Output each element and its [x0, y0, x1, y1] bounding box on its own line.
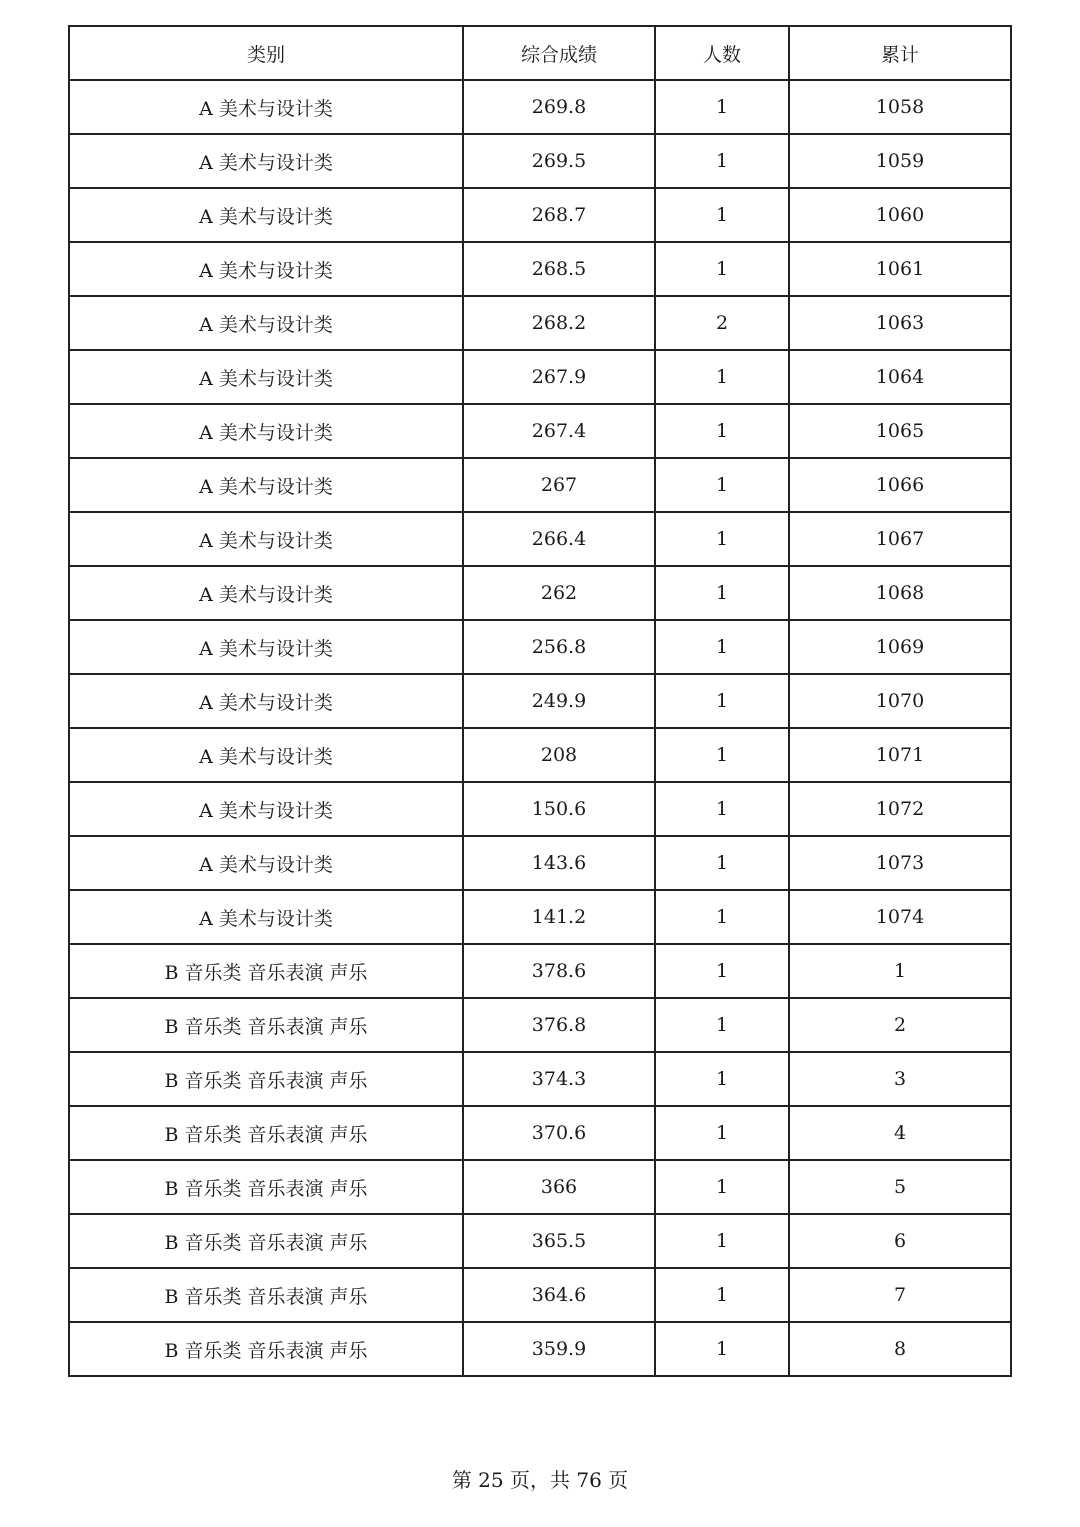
- cell-score: 268.5: [463, 242, 655, 296]
- cell-category: A 美术与设计类: [69, 890, 463, 944]
- cell-score: 365.5: [463, 1214, 655, 1268]
- cell-score: 256.8: [463, 620, 655, 674]
- cell-cumulative: 2: [789, 998, 1011, 1052]
- cell-cumulative: 7: [789, 1268, 1011, 1322]
- table-row: [69, 134, 1011, 188]
- cell-cumulative: 1068: [789, 566, 1011, 620]
- cell-cumulative: 1073: [789, 836, 1011, 890]
- cell-score: 370.6: [463, 1106, 655, 1160]
- cell-cumulative: 1: [789, 944, 1011, 998]
- table-row: [69, 404, 1011, 458]
- table-row: [69, 1322, 1011, 1376]
- header-score: 综合成绩: [463, 26, 655, 80]
- cell-count: 1: [655, 674, 789, 728]
- table-row: [69, 458, 1011, 512]
- cell-cumulative: 1060: [789, 188, 1011, 242]
- table-row: [69, 512, 1011, 566]
- table-row: [69, 944, 1011, 998]
- cell-score: 268.7: [463, 188, 655, 242]
- cell-count: 1: [655, 134, 789, 188]
- table-row: [69, 1106, 1011, 1160]
- table-row: [69, 1052, 1011, 1106]
- table-row: [69, 80, 1011, 134]
- cell-count: 1: [655, 890, 789, 944]
- table-row: [69, 998, 1011, 1052]
- table-row: [69, 1214, 1011, 1268]
- cell-cumulative: 8: [789, 1322, 1011, 1376]
- cell-category: A 美术与设计类: [69, 188, 463, 242]
- cell-category: B 音乐类 音乐表演 声乐: [69, 1160, 463, 1214]
- cell-score: 376.8: [463, 998, 655, 1052]
- cell-score: 374.3: [463, 1052, 655, 1106]
- cell-count: 1: [655, 620, 789, 674]
- cell-score: 378.6: [463, 944, 655, 998]
- cell-count: 1: [655, 242, 789, 296]
- cell-score: 150.6: [463, 782, 655, 836]
- cell-count: 1: [655, 1322, 789, 1376]
- cell-count: 1: [655, 350, 789, 404]
- cell-score: 366: [463, 1160, 655, 1214]
- table-row: [69, 890, 1011, 944]
- header-row: [69, 26, 1011, 80]
- cell-cumulative: 1066: [789, 458, 1011, 512]
- cell-count: 1: [655, 188, 789, 242]
- cell-count: 1: [655, 944, 789, 998]
- cell-score: 267: [463, 458, 655, 512]
- cell-category: A 美术与设计类: [69, 674, 463, 728]
- cell-cumulative: 1059: [789, 134, 1011, 188]
- cell-category: A 美术与设计类: [69, 242, 463, 296]
- cell-cumulative: 1064: [789, 350, 1011, 404]
- cell-category: B 音乐类 音乐表演 声乐: [69, 998, 463, 1052]
- cell-category: B 音乐类 音乐表演 声乐: [69, 1322, 463, 1376]
- table-row: [69, 296, 1011, 350]
- cell-count: 1: [655, 404, 789, 458]
- cell-cumulative: 1061: [789, 242, 1011, 296]
- table-row: [69, 350, 1011, 404]
- cell-score: 359.9: [463, 1322, 655, 1376]
- cell-cumulative: 5: [789, 1160, 1011, 1214]
- cell-cumulative: 6: [789, 1214, 1011, 1268]
- score-table: [68, 25, 1012, 1377]
- cell-cumulative: 4: [789, 1106, 1011, 1160]
- cell-score: 267.4: [463, 404, 655, 458]
- cell-count: 1: [655, 1052, 789, 1106]
- cell-cumulative: 1074: [789, 890, 1011, 944]
- cell-cumulative: 3: [789, 1052, 1011, 1106]
- cell-category: A 美术与设计类: [69, 458, 463, 512]
- cell-category: B 音乐类 音乐表演 声乐: [69, 944, 463, 998]
- cell-count: 1: [655, 458, 789, 512]
- cell-category: A 美术与设计类: [69, 350, 463, 404]
- header-count: 人数: [655, 26, 789, 80]
- table-row: [69, 188, 1011, 242]
- header-cumulative: 累计: [789, 26, 1011, 80]
- cell-score: 262: [463, 566, 655, 620]
- table-row: [69, 674, 1011, 728]
- cell-category: A 美术与设计类: [69, 404, 463, 458]
- page-number: 第 25 页，共 76 页: [451, 1468, 629, 1492]
- table-header: [69, 26, 1011, 80]
- cell-score: 266.4: [463, 512, 655, 566]
- cell-score: 269.8: [463, 80, 655, 134]
- cell-count: 1: [655, 512, 789, 566]
- cell-category: A 美术与设计类: [69, 566, 463, 620]
- table-row: [69, 620, 1011, 674]
- cell-category: B 音乐类 音乐表演 声乐: [69, 1268, 463, 1322]
- cell-cumulative: 1071: [789, 728, 1011, 782]
- cell-score: 267.9: [463, 350, 655, 404]
- cell-score: 269.5: [463, 134, 655, 188]
- table-row: [69, 566, 1011, 620]
- cell-category: A 美术与设计类: [69, 134, 463, 188]
- table-row: [69, 1160, 1011, 1214]
- table-row: [69, 728, 1011, 782]
- cell-cumulative: 1063: [789, 296, 1011, 350]
- cell-count: 1: [655, 566, 789, 620]
- cell-count: 1: [655, 1268, 789, 1322]
- table-body: [69, 80, 1011, 1376]
- table-row: [69, 1268, 1011, 1322]
- cell-count: 1: [655, 1106, 789, 1160]
- cell-score: 141.2: [463, 890, 655, 944]
- cell-category: A 美术与设计类: [69, 728, 463, 782]
- cell-category: B 音乐类 音乐表演 声乐: [69, 1214, 463, 1268]
- cell-score: 364.6: [463, 1268, 655, 1322]
- cell-count: 1: [655, 998, 789, 1052]
- table-row: [69, 242, 1011, 296]
- header-category: 类别: [69, 26, 463, 80]
- cell-category: A 美术与设计类: [69, 512, 463, 566]
- cell-score: 268.2: [463, 296, 655, 350]
- cell-category: A 美术与设计类: [69, 620, 463, 674]
- cell-count: 1: [655, 836, 789, 890]
- cell-category: A 美术与设计类: [69, 782, 463, 836]
- cell-category: B 音乐类 音乐表演 声乐: [69, 1106, 463, 1160]
- cell-count: 1: [655, 782, 789, 836]
- table-row: [69, 782, 1011, 836]
- cell-cumulative: 1070: [789, 674, 1011, 728]
- cell-cumulative: 1072: [789, 782, 1011, 836]
- cell-score: 208: [463, 728, 655, 782]
- cell-category: A 美术与设计类: [69, 836, 463, 890]
- cell-cumulative: 1065: [789, 404, 1011, 458]
- table-row: [69, 836, 1011, 890]
- cell-category: A 美术与设计类: [69, 296, 463, 350]
- cell-cumulative: 1058: [789, 80, 1011, 134]
- cell-count: 1: [655, 80, 789, 134]
- cell-category: B 音乐类 音乐表演 声乐: [69, 1052, 463, 1106]
- cell-count: 1: [655, 1160, 789, 1214]
- cell-cumulative: 1069: [789, 620, 1011, 674]
- cell-count: 1: [655, 1214, 789, 1268]
- cell-score: 249.9: [463, 674, 655, 728]
- cell-score: 143.6: [463, 836, 655, 890]
- cell-category: A 美术与设计类: [69, 80, 463, 134]
- cell-count: 2: [655, 296, 789, 350]
- cell-count: 1: [655, 728, 789, 782]
- cell-cumulative: 1067: [789, 512, 1011, 566]
